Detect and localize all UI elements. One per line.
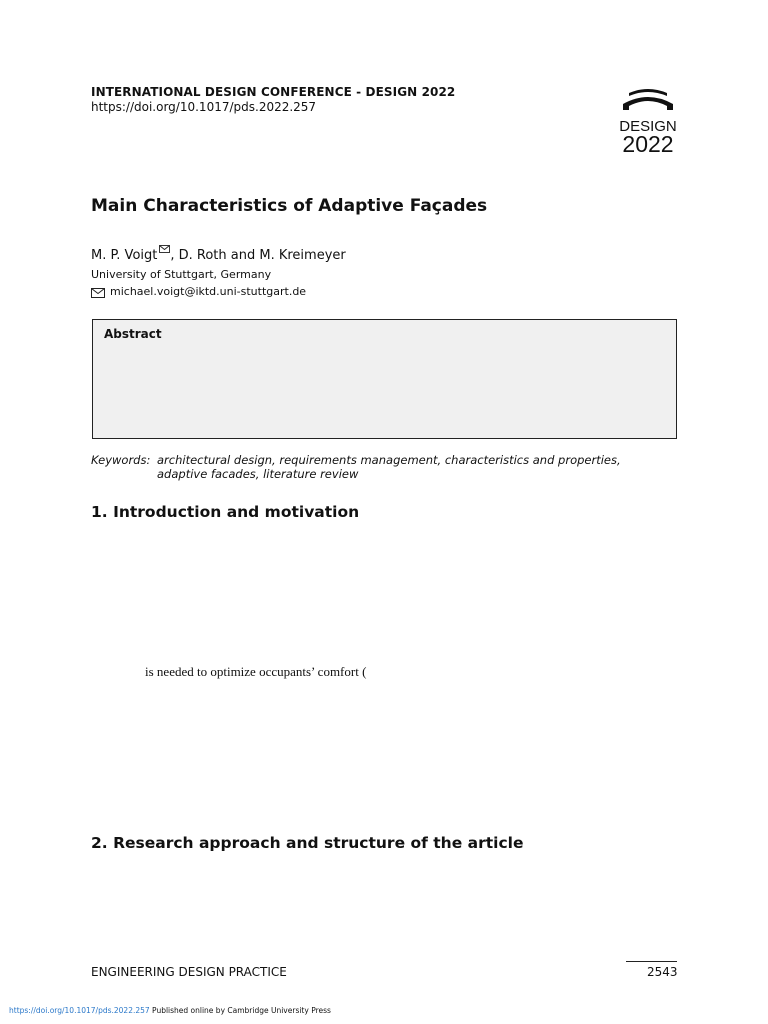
envelope-icon <box>159 245 170 253</box>
section-heading-introduction: 1. Introduction and motivation <box>91 503 360 521</box>
design-2022-logo <box>619 86 677 154</box>
abstract-heading: Abstract <box>104 327 162 341</box>
affiliation: University of Stuttgart, Germany <box>91 268 272 281</box>
author-line <box>91 245 346 263</box>
logo-text-year: 2022 <box>622 131 674 154</box>
conference-name: INTERNATIONAL DESIGN CONFERENCE - DESIGN 2022 <box>91 85 456 99</box>
footer-journal-section: ENGINEERING DESIGN PRACTICE <box>91 965 287 979</box>
abstract-box <box>92 319 677 439</box>
publisher-text: Published online by Cambridge University Press <box>149 1006 331 1015</box>
author-email[interactable]: michael.voigt@iktd.uni-stuttgart.de <box>110 285 307 298</box>
page-number: 2543 <box>647 965 678 979</box>
email-row <box>91 285 306 298</box>
publisher-doi-link[interactable]: https://doi.org/10.1017/pds.2022.257 <box>9 1006 150 1015</box>
keywords-line-1: architectural design, requirements management, characteristics and properties, <box>157 453 621 467</box>
article-doi[interactable]: https://doi.org/10.1017/pds.2022.257 <box>91 100 317 114</box>
section-heading-research-approach: 2. Research approach and structure of the article <box>91 834 524 852</box>
envelope-icon <box>91 288 105 298</box>
logo-text-design: DESIGN <box>619 118 677 135</box>
footer-divider <box>626 961 677 962</box>
corresponding-author: M. P. Voigt <box>91 248 158 263</box>
keywords-line-2: adaptive facades, literature review <box>157 467 359 481</box>
keywords-label: Keywords: <box>91 453 151 467</box>
article-title: Main Characteristics of Adaptive Façades <box>91 196 488 216</box>
publisher-line <box>9 1006 331 1015</box>
body-text-fragment: is needed to optimize occupants’ comfort ( <box>145 664 367 679</box>
co-authors: , D. Roth and M. Kreimeyer <box>170 248 346 263</box>
